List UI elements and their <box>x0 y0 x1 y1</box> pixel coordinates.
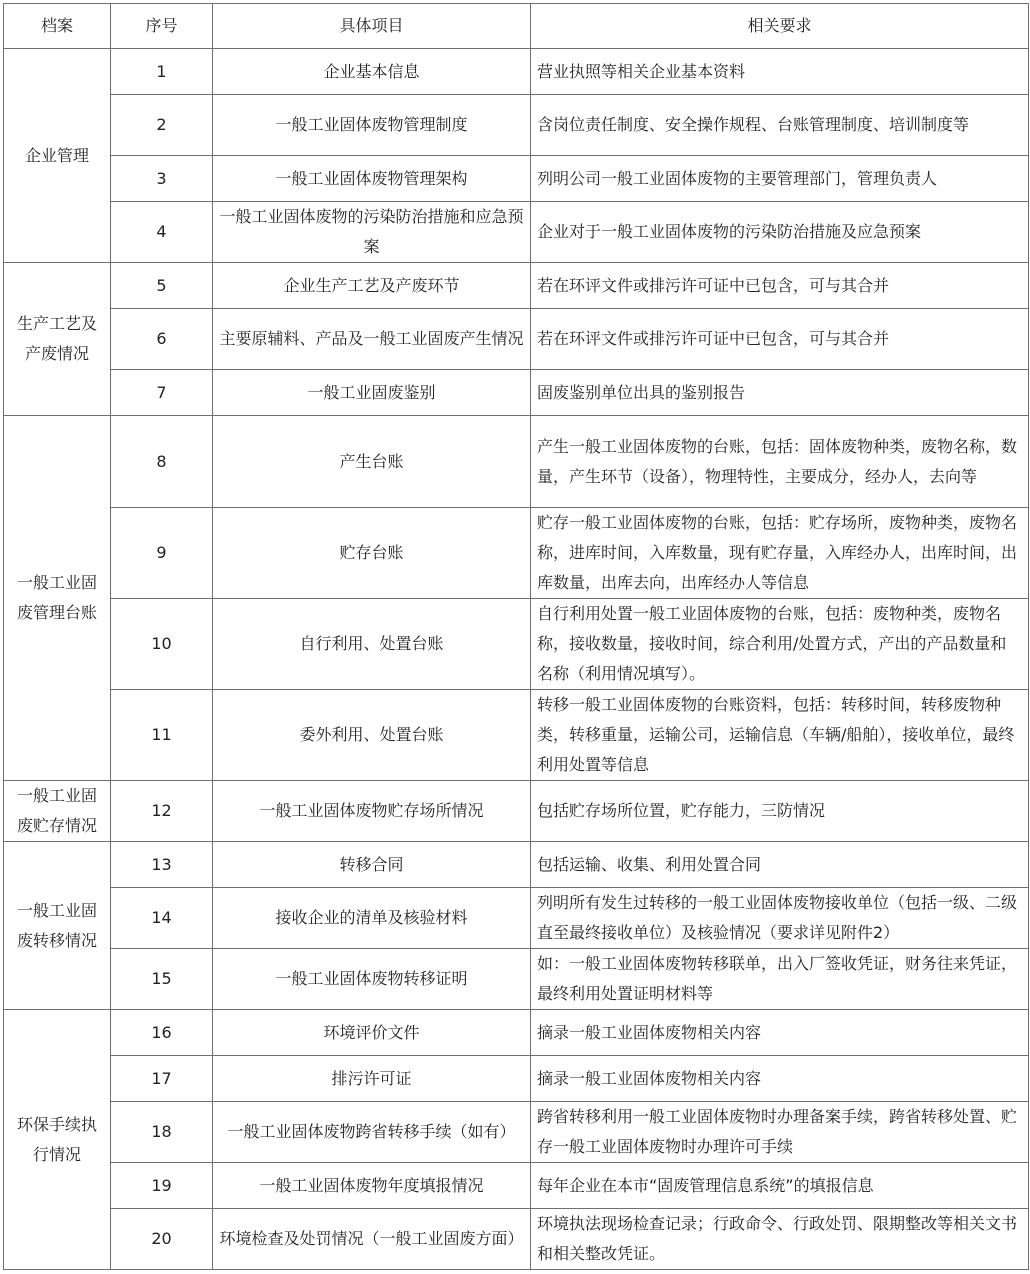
table-row <box>4 370 1029 416</box>
category-cell: 企业管理 <box>4 49 111 263</box>
row-requirement: 若在环评文件或排污许可证中已包含，可与其合并 <box>531 263 1029 309</box>
category-cell: 一般工业固废管理台账 <box>4 416 111 781</box>
row-item: 环境检查及处罚情况（一般工业固废方面） <box>213 1209 531 1270</box>
row-number: 13 <box>111 842 213 888</box>
row-requirement: 包括贮存场所位置，贮存能力，三防情况 <box>531 781 1029 842</box>
row-requirement: 如：一般工业固体废物转移联单，出入厂签收凭证，财务往来凭证，最终利用处置证明材料等 <box>531 949 1029 1010</box>
row-requirement: 若在环评文件或排污许可证中已包含，可与其合并 <box>531 309 1029 370</box>
row-requirement: 含岗位责任制度、安全操作规程、台账管理制度、培训制度等 <box>531 95 1029 156</box>
table-row <box>4 781 1029 842</box>
row-number: 14 <box>111 888 213 949</box>
row-item: 一般工业固体废物的污染防治措施和应急预案 <box>213 202 531 263</box>
row-item: 主要原辅料、产品及一般工业固废产生情况 <box>213 309 531 370</box>
table-row <box>4 156 1029 202</box>
row-item: 一般工业固体废物管理制度 <box>213 95 531 156</box>
row-item: 环境评价文件 <box>213 1010 531 1056</box>
row-number: 9 <box>111 508 213 599</box>
archive-table <box>3 3 1029 1270</box>
row-item: 一般工业固体废物跨省转移手续（如有） <box>213 1102 531 1163</box>
row-item: 排污许可证 <box>213 1056 531 1102</box>
row-requirement: 转移一般工业固体废物的台账资料，包括：转移时间，转移废物种类，转移重量，运输公司，运输信息（车辆/船舶），接收单位，最终利用处置等信息 <box>531 690 1029 781</box>
category-cell: 一般工业固废贮存情况 <box>4 781 111 842</box>
table-row <box>4 1102 1029 1163</box>
row-item: 产生台账 <box>213 416 531 508</box>
row-requirement: 包括运输、收集、利用处置合同 <box>531 842 1029 888</box>
row-number: 17 <box>111 1056 213 1102</box>
row-number: 19 <box>111 1163 213 1209</box>
table-row <box>4 416 1029 508</box>
table-row <box>4 49 1029 95</box>
category-cell: 一般工业固废转移情况 <box>4 842 111 1010</box>
header-item: 具体项目 <box>213 4 531 49</box>
header-requirement: 相关要求 <box>531 4 1029 49</box>
table-row <box>4 842 1029 888</box>
row-item: 一般工业固体废物管理架构 <box>213 156 531 202</box>
row-requirement: 跨省转移利用一般工业固体废物时办理备案手续，跨省转移处置、贮存一般工业固体废物时办理许可手续 <box>531 1102 1029 1163</box>
row-item: 一般工业固体废物年度填报情况 <box>213 1163 531 1209</box>
table-row <box>4 599 1029 690</box>
table-row <box>4 508 1029 599</box>
row-requirement: 营业执照等相关企业基本资料 <box>531 49 1029 95</box>
row-number: 6 <box>111 309 213 370</box>
row-number: 4 <box>111 202 213 263</box>
category-cell: 生产工艺及产废情况 <box>4 263 111 416</box>
row-item: 自行利用、处置台账 <box>213 599 531 690</box>
table-row <box>4 95 1029 156</box>
row-requirement: 列明公司一般工业固体废物的主要管理部门，管理负责人 <box>531 156 1029 202</box>
header-number: 序号 <box>111 4 213 49</box>
row-item: 接收企业的清单及核验材料 <box>213 888 531 949</box>
table-row <box>4 202 1029 263</box>
row-item: 一般工业固体废物贮存场所情况 <box>213 781 531 842</box>
table-row <box>4 1010 1029 1056</box>
row-number: 15 <box>111 949 213 1010</box>
row-number: 11 <box>111 690 213 781</box>
row-item: 企业基本信息 <box>213 49 531 95</box>
header-row <box>4 4 1029 49</box>
row-item: 转移合同 <box>213 842 531 888</box>
category-cell: 环保手续执行情况 <box>4 1010 111 1270</box>
table-row <box>4 309 1029 370</box>
table-row <box>4 1163 1029 1209</box>
table-row <box>4 1209 1029 1270</box>
table-row <box>4 263 1029 309</box>
row-item: 一般工业固体废物转移证明 <box>213 949 531 1010</box>
table-row <box>4 690 1029 781</box>
row-number: 5 <box>111 263 213 309</box>
table-row <box>4 949 1029 1010</box>
row-requirement: 产生一般工业固体废物的台账，包括：固体废物种类，废物名称，数量，产生环节（设备），物理特性，主要成分，经办人，去向等 <box>531 416 1029 508</box>
row-item: 企业生产工艺及产废环节 <box>213 263 531 309</box>
row-item: 一般工业固废鉴别 <box>213 370 531 416</box>
row-requirement: 环境执法现场检查记录；行政命令、行政处罚、限期整改等相关文书和相关整改凭证。 <box>531 1209 1029 1270</box>
row-number: 16 <box>111 1010 213 1056</box>
row-number: 20 <box>111 1209 213 1270</box>
row-requirement: 自行利用处置一般工业固体废物的台账，包括：废物种类，废物名称，接收数量，接收时间，综合利用/处置方式，产出的产品数量和名称（利用情况填写）。 <box>531 599 1029 690</box>
table-row <box>4 888 1029 949</box>
row-requirement: 摘录一般工业固体废物相关内容 <box>531 1010 1029 1056</box>
table-row <box>4 1056 1029 1102</box>
header-archive: 档案 <box>4 4 111 49</box>
row-number: 7 <box>111 370 213 416</box>
row-requirement: 贮存一般工业固体废物的台账，包括：贮存场所，废物种类，废物名称，进库时间，入库数量，现有贮存量，入库经办人，出库时间，出库数量，出库去向，出库经办人等信息 <box>531 508 1029 599</box>
row-item: 委外利用、处置台账 <box>213 690 531 781</box>
row-requirement: 列明所有发生过转移的一般工业固体废物接收单位（包括一级、二级直至最终接收单位）及核验情况（要求详见附件2） <box>531 888 1029 949</box>
row-number: 1 <box>111 49 213 95</box>
row-number: 2 <box>111 95 213 156</box>
row-requirement: 固废鉴别单位出具的鉴别报告 <box>531 370 1029 416</box>
row-number: 3 <box>111 156 213 202</box>
row-item: 贮存台账 <box>213 508 531 599</box>
row-number: 10 <box>111 599 213 690</box>
row-requirement: 摘录一般工业固体废物相关内容 <box>531 1056 1029 1102</box>
row-number: 18 <box>111 1102 213 1163</box>
row-number: 8 <box>111 416 213 508</box>
row-requirement: 企业对于一般工业固体废物的污染防治措施及应急预案 <box>531 202 1029 263</box>
row-requirement: 每年企业在本市“固废管理信息系统”的填报信息 <box>531 1163 1029 1209</box>
row-number: 12 <box>111 781 213 842</box>
